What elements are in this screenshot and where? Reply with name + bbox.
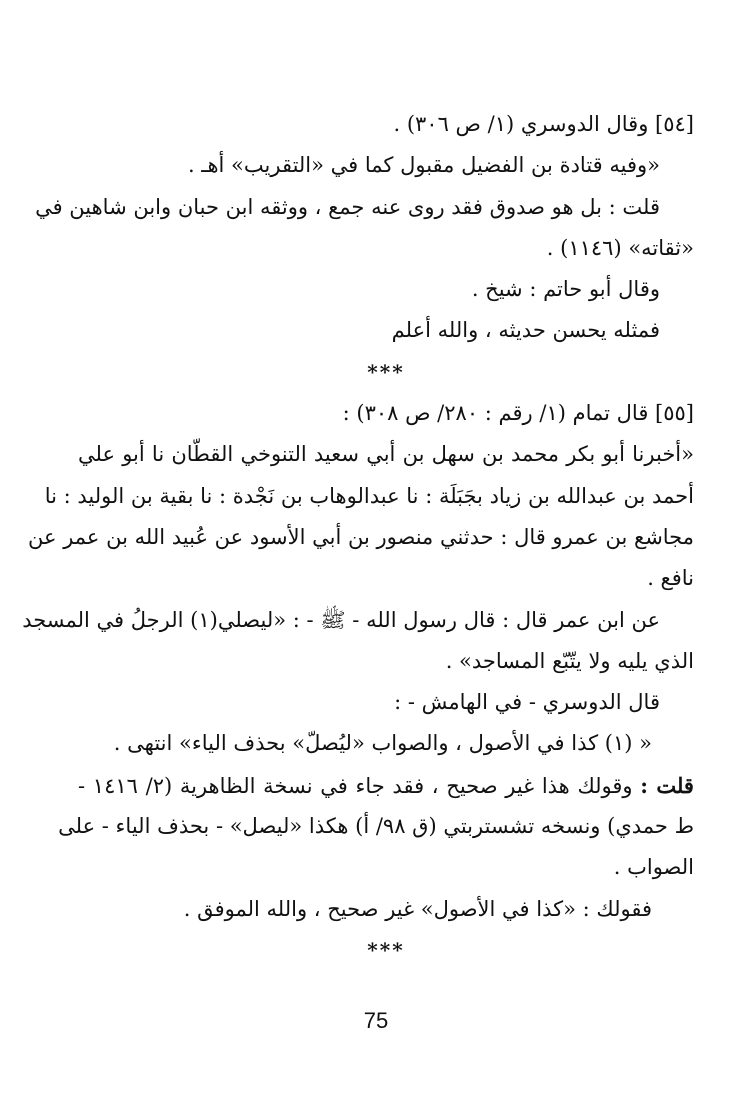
text-line: قلت : بل هو صدوق فقد روى عنه جمع ، ووثقه ابن حبان وابن شاهين في: [35, 194, 660, 219]
text-line-rest: وقولك هذا غير صحيح ، فقد جاء في نسخة الظاهرية (٢/ ١٤١٦ -: [78, 773, 633, 798]
text-line: مجاشع بن عمرو قال : حدثني منصور بن أبي الأسود عن عُبيد الله بن عمر عن: [28, 524, 694, 549]
section-separator: ***: [367, 937, 405, 962]
text-line: أحمد بن عبدالله بن زياد بجَبَلَة : نا عبدالوهاب بن نَجْدة : نا بقية بن الوليد : نا: [44, 483, 694, 508]
text-line: فقولك : «كذا في الأصول» غير صحيح ، والله الموفق .: [183, 896, 652, 921]
text-line: عن ابن عمر قال : قال رسول الله - ﷺ - : «ليصلي(١) الرجلُ في المسجد: [22, 607, 660, 632]
text-line: قال الدوسري - في الهامش - :: [394, 690, 660, 715]
text-line: [٥٥] قال تمام (١/ رقم : ٢٨٠/ ص ٣٠٨) :: [342, 401, 694, 426]
text-line: [٥٤] وقال الدوسري (١/ ص ٣٠٦) .: [393, 112, 694, 136]
text-line: [78, 765, 694, 806]
page-body: [22, 104, 694, 971]
page-number: 75: [363, 1008, 389, 1033]
text-line: نافع .: [647, 566, 694, 591]
text-line: « (١) كذا في الأصول ، والصواب «ليُصلّ» بحذف الياء» انتهى .: [113, 731, 652, 756]
text-line: الصواب .: [613, 855, 694, 880]
section-separator: ***: [367, 359, 405, 384]
text-line: «ثقاته» (١١٤٦) .: [546, 235, 694, 260]
text-line: «أخبرنا أبو بكر محمد بن سهل بن أبي سعيد التنوخي القطّان نا أبو علي: [78, 442, 694, 467]
text-line: وقال أبو حاتم : شيخ .: [471, 277, 660, 302]
text-line: فمثله يحسن حديثه ، والله أعلم: [391, 318, 660, 343]
text-line: «وفيه قتادة بن الفضيل مقبول كما في «التقريب» أهـ .: [187, 153, 660, 178]
text-line: ط حمدي) ونسخه تشستربتي (ق ٩٨/ أ) هكذا «ليصل» - بحذف الياء - على: [58, 814, 694, 839]
text-line: الذي يليه ولا يتّبّع المساجد» .: [445, 648, 694, 673]
bold-prefix: قلت :: [640, 772, 694, 798]
